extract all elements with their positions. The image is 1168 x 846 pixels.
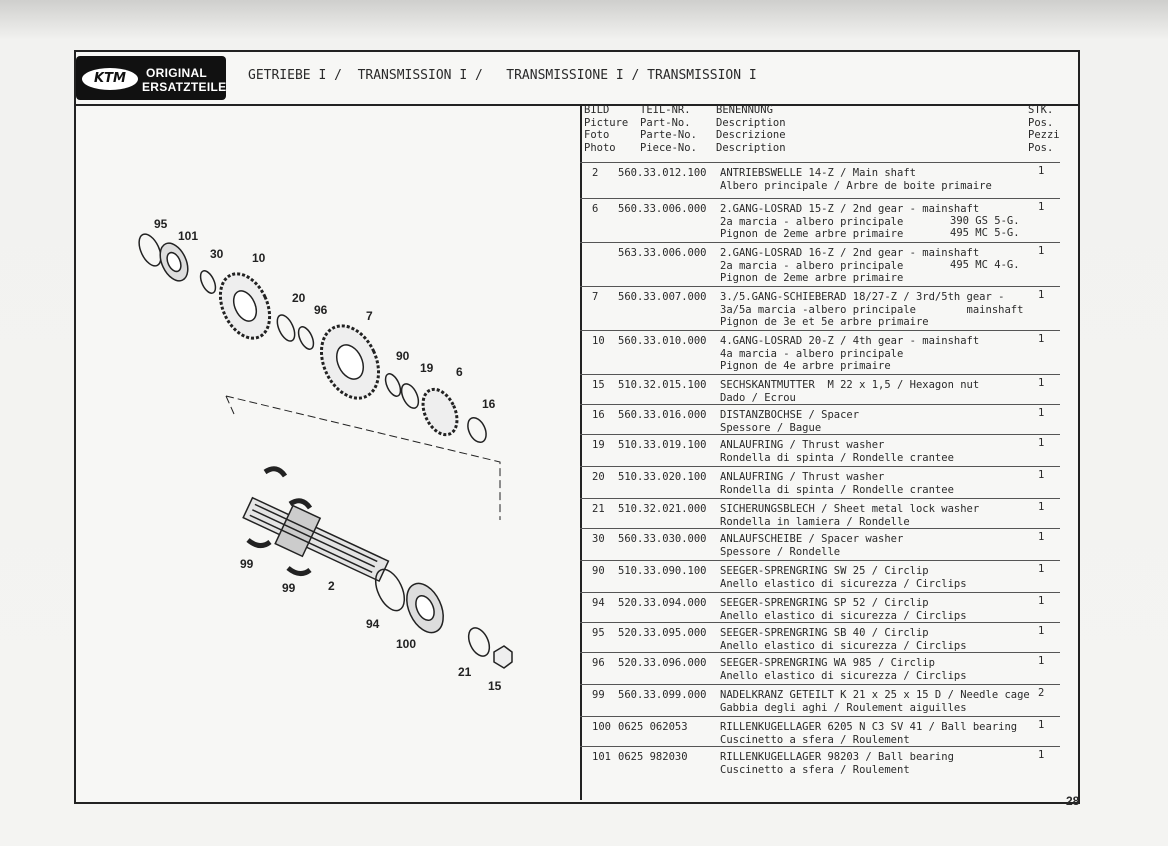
description-line: SEEGER-SPRENGRING SB 40 / Circlip [720, 627, 929, 639]
page-title: GETRIEBE I / TRANSMISSION I / TRANSMISSIONE I / TRANSMISSION I [248, 68, 757, 83]
picture-number: 20 [592, 471, 605, 483]
quantity: 1 [1038, 201, 1045, 213]
picture-number: 6 [592, 203, 599, 215]
description-line: ANLAUFSCHEIBE / Spacer washer [720, 533, 904, 545]
table-row [580, 622, 1060, 653]
part-description [720, 335, 1030, 373]
picture-number: 101 [592, 751, 611, 763]
model-note: 495 MC 4-G. [950, 259, 1020, 271]
picture-number: 99 [592, 689, 605, 701]
part-description [720, 597, 1030, 622]
part-description [720, 439, 1030, 464]
description-line: Pignon de 4e arbre primaire [720, 360, 891, 372]
part-number: 0625 062053 [618, 721, 688, 733]
description-line: Anello elastico di sicurezza / Circlips [720, 639, 967, 652]
header-picture: BILD Picture Foto Photo [584, 104, 629, 154]
spacer-16 [464, 415, 489, 445]
callout-99-left: 99 [240, 557, 254, 571]
description-line: Cuscinetto a sfera / Roulement [720, 733, 910, 746]
header-part-no: TEIL-NR. Part-No. Parte-No. Piece-No. [640, 104, 697, 154]
callout-7: 7 [366, 309, 373, 323]
description-line: 2a marcia - albero principale [720, 259, 904, 272]
header-description: BENENNUNG Description Descrizione Description [716, 104, 786, 154]
table-row [580, 498, 1060, 529]
quantity: 1 [1038, 469, 1045, 481]
description-line: RILLENKUGELLAGER 6205 N C3 SV 41 / Ball bearing [720, 721, 1018, 733]
callout-16: 16 [482, 397, 496, 411]
callout-21: 21 [458, 665, 472, 679]
table-row [580, 592, 1060, 623]
part-description [720, 167, 1030, 192]
model-note: 495 MC 5-G. [950, 227, 1020, 239]
part-number: 510.33.020.100 [618, 471, 707, 483]
part-description [720, 533, 1030, 558]
description-line: 2.GANG-LOSRAD 15-Z / 2nd gear - mainshaft [720, 203, 980, 215]
callout-90: 90 [396, 349, 410, 363]
part-description [720, 291, 1030, 329]
description-line: Rondella di spinta / Rondelle crantee [720, 451, 954, 464]
part-number: 0625 982030 [618, 751, 688, 763]
callout-99-right: 99 [282, 581, 296, 595]
table-row [580, 198, 1060, 243]
lock-washer-21 [465, 625, 494, 660]
part-number: 520.33.096.000 [618, 657, 707, 669]
part-number: 563.33.006.000 [618, 247, 707, 259]
callout-100: 100 [396, 637, 417, 651]
picture-number: 7 [592, 291, 599, 303]
table-row [580, 242, 1060, 287]
table-row [580, 746, 1060, 781]
description-line: DISTANZBOCHSE / Spacer [720, 409, 860, 421]
quantity: 1 [1038, 749, 1045, 761]
callout-101: 101 [178, 229, 199, 243]
picture-number: 15 [592, 379, 605, 391]
description-line: 3a/5a marcia -albero principale mainshaft [720, 303, 1024, 316]
table-row [580, 374, 1060, 405]
quantity: 1 [1038, 501, 1045, 513]
picture-number: 2 [592, 167, 599, 179]
main-shaft-2 [239, 489, 393, 590]
part-number: 560.33.010.000 [618, 335, 707, 347]
circlip-96 [295, 325, 316, 352]
logo-line-1: ORIGINAL [146, 66, 208, 80]
table-row [580, 404, 1060, 435]
callout-10: 10 [252, 251, 266, 265]
part-number: 510.33.090.100 [618, 565, 707, 577]
part-description [720, 627, 1030, 652]
part-number: 560.33.006.000 [618, 203, 707, 215]
description-line: Dado / Ecrou [720, 391, 796, 404]
assembly-bracket [226, 396, 500, 520]
description-line: Rondella di spinta / Rondelle crantee [720, 483, 954, 496]
callout-19: 19 [420, 361, 434, 375]
table-row [580, 652, 1060, 685]
header-qty: STK. Pos. Pezzi Pos. [1028, 104, 1060, 154]
part-number: 560.33.099.000 [618, 689, 707, 701]
part-number: 520.33.094.000 [618, 597, 707, 609]
description-line: Pignon de 2eme arbre primaire [720, 228, 904, 240]
callout-20: 20 [292, 291, 306, 305]
description-line: Spessore / Rondelle [720, 545, 841, 558]
quantity: 1 [1038, 245, 1045, 257]
description-line: Pignon de 2eme arbre primaire [720, 272, 904, 284]
thrust-washer-20 [274, 312, 299, 343]
quantity: 1 [1038, 655, 1045, 667]
description-line: Cuscinetto a sfera / Roulement [720, 763, 910, 776]
needle-cage-99a [265, 469, 285, 476]
callout-15: 15 [488, 679, 502, 693]
quantity: 1 [1038, 531, 1045, 543]
quantity: 1 [1038, 377, 1045, 389]
description-line: SICHERUNGSBLECH / Sheet metal lock washer [720, 503, 980, 515]
description-line: 2a marcia - albero principale [720, 215, 904, 228]
part-description [720, 409, 1030, 434]
quantity: 1 [1038, 165, 1045, 177]
part-number: 510.32.015.100 [618, 379, 707, 391]
table-row [580, 716, 1060, 747]
description-line: Anello elastico di sicurezza / Circlips [720, 577, 967, 590]
exploded-view-diagram [80, 200, 530, 700]
description-line: Rondella in lamiera / Rondelle [720, 515, 910, 528]
table-row [580, 560, 1060, 593]
part-description [720, 503, 1030, 528]
quantity: 1 [1038, 595, 1045, 607]
table-row [580, 286, 1060, 331]
spacer-washer-30 [197, 269, 218, 296]
page-header [76, 52, 1078, 106]
description-line: RILLENKUGELLAGER 98203 / Ball bearing [720, 751, 954, 763]
picture-number: 90 [592, 565, 605, 577]
description-line: 3./5.GANG-SCHIEBERAD 18/27-Z / 3rd/5th gear - [720, 291, 1005, 303]
quantity: 1 [1038, 437, 1045, 449]
description-line: ANTRIEBSWELLE 14-Z / Main shaft [720, 167, 916, 179]
quantity: 2 [1038, 687, 1045, 699]
description-line: Spessore / Bague [720, 421, 822, 434]
part-number: 560.33.030.000 [618, 533, 707, 545]
callout-6: 6 [456, 365, 463, 379]
quantity: 1 [1038, 407, 1045, 419]
part-number: 510.32.021.000 [618, 503, 707, 515]
part-description [720, 657, 1030, 682]
part-description [720, 689, 1030, 714]
description-line: Albero principale / Arbre de boite primaire [720, 179, 992, 192]
circlip-90 [382, 372, 403, 399]
description-line: 4a marcia - albero principale [720, 347, 904, 360]
ktm-logo-mark: KTM [82, 68, 138, 90]
part-number: 510.33.019.100 [618, 439, 707, 451]
table-row [580, 330, 1060, 375]
picture-number: 10 [592, 335, 605, 347]
picture-number: 30 [592, 533, 605, 545]
thrust-washer-19 [398, 381, 422, 410]
table-row [580, 684, 1060, 717]
diagram-labels [154, 217, 502, 693]
table-row [580, 528, 1060, 561]
part-description [720, 751, 1030, 776]
quantity: 1 [1038, 563, 1045, 575]
description-line: Anello elastico di sicurezza / Circlips [720, 669, 967, 682]
part-number: 560.33.012.100 [618, 167, 707, 179]
picture-number: 100 [592, 721, 611, 733]
description-line: SEEGER-SPRENGRING WA 985 / Circlip [720, 657, 935, 669]
gear-6 [416, 384, 463, 440]
part-description [720, 471, 1030, 496]
picture-number: 19 [592, 439, 605, 451]
part-description [720, 379, 1030, 404]
description-line: ANLAUFRING / Thrust washer [720, 471, 885, 483]
description-line: Gabbia degli aghi / Roulement aiguilles [720, 701, 967, 714]
description-line: Pignon de 3e et 5e arbre primaire [720, 316, 929, 328]
part-number: 560.33.007.000 [618, 291, 707, 303]
quantity: 1 [1038, 625, 1045, 637]
callout-30: 30 [210, 247, 224, 261]
quantity: 1 [1038, 289, 1045, 301]
callout-96: 96 [314, 303, 328, 317]
picture-number: 95 [592, 627, 605, 639]
picture-number: 94 [592, 597, 605, 609]
model-note: 390 GS 5-G. [950, 215, 1020, 227]
description-line: SEEGER-SPRENGRING SP 52 / Circlip [720, 597, 929, 609]
part-description [720, 565, 1030, 590]
description-line: ANLAUFRING / Thrust washer [720, 439, 885, 451]
part-number: 520.33.095.000 [618, 627, 707, 639]
ktm-logo [76, 56, 226, 100]
quantity: 1 [1038, 719, 1045, 731]
part-number: 560.33.016.000 [618, 409, 707, 421]
logo-line-2: ERSATZTEILE [142, 80, 227, 94]
description-line: NADELKRANZ GETEILT K 21 x 25 x 15 D / Needle cage [720, 689, 1030, 701]
description-line: 4.GANG-LOSRAD 20-Z / 4th gear - mainshaft [720, 335, 980, 347]
callout-94: 94 [366, 617, 380, 631]
description-line: Anello elastico di sicurezza / Circlips [720, 609, 967, 622]
picture-number: 16 [592, 409, 605, 421]
picture-number: 96 [592, 657, 605, 669]
hex-nut-15 [494, 646, 512, 668]
table-row [580, 434, 1060, 467]
description-line: 2.GANG-LOSRAD 16-Z / 2nd gear - mainshaft [720, 247, 980, 259]
page-number: 28 [1066, 794, 1080, 808]
callout-2: 2 [328, 579, 335, 593]
picture-number: 21 [592, 503, 605, 515]
table-row [580, 162, 1060, 199]
callout-95: 95 [154, 217, 168, 231]
description-line: SECHSKANTMUTTER M 22 x 1,5 / Hexagon nut [720, 379, 980, 391]
quantity: 1 [1038, 333, 1045, 345]
part-description [720, 721, 1030, 746]
table-row [580, 466, 1060, 499]
description-line: SEEGER-SPRENGRING SW 25 / Circlip [720, 565, 929, 577]
